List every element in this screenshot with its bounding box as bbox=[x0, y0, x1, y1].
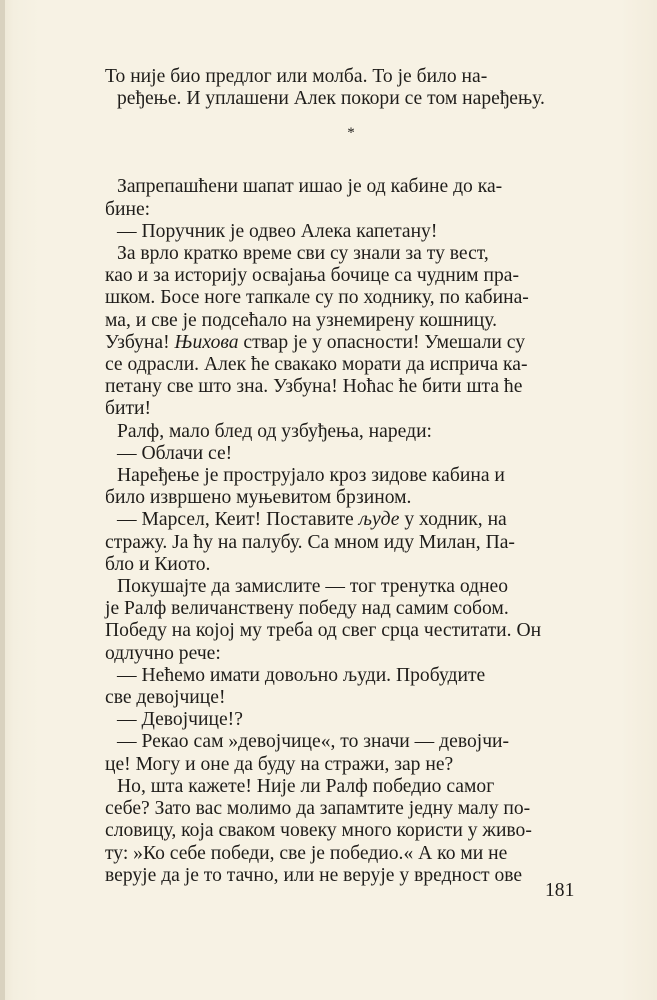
text-line: словицу, која сваком човеку много користи у живо- bbox=[105, 820, 532, 842]
section-separator: * bbox=[347, 125, 355, 142]
paragraph bbox=[105, 66, 585, 110]
text-line: Запрепашћени шапат ишао је од кабине до ка- bbox=[117, 176, 503, 198]
text-line: одлучно рече: bbox=[105, 642, 221, 664]
text-line: Ралф, мало блед од узбуђења, нареди: bbox=[117, 420, 433, 442]
text-fragment: у ходник, на bbox=[399, 509, 507, 531]
text-line: шком. Босе ноге тапкале су по ходнику, по кабина- bbox=[105, 287, 529, 309]
italic-word: Њихова bbox=[174, 331, 239, 353]
text-line: било извршено муњевитом брзином. bbox=[105, 487, 412, 509]
text-line: као и за историју освајања бочице са чудним пра- bbox=[105, 265, 519, 287]
paragraph bbox=[105, 176, 585, 887]
text-line: ту: »Ко себе победи, све је победио.« А ко ми не bbox=[105, 842, 508, 864]
text-fragment: ствар је у опасности! Умешали су bbox=[238, 331, 526, 353]
text-line: петану све што зна. Узбуна! Ноћас ће бити шта ће bbox=[105, 376, 523, 398]
text-line bbox=[117, 509, 585, 531]
text-line: бло и Киото. bbox=[105, 553, 211, 575]
text-line: Но, шта кажете! Није ли Ралф победио самог bbox=[117, 775, 495, 797]
text-line: ма, и све је подсећало на узнемирену кошницу. bbox=[105, 309, 498, 331]
text-line: Покушајте да замислите — тог тренутка однео bbox=[117, 576, 509, 598]
text-line: — Рекао сам »девојчице«, то значи — девојчи- bbox=[117, 731, 510, 753]
text-fragment: Узбуна! bbox=[105, 331, 175, 353]
text-line: ређење. И уплашени Алек покори се том наређењу. bbox=[117, 88, 545, 110]
page-text bbox=[105, 66, 585, 887]
text-line bbox=[105, 332, 585, 354]
text-line: бити! bbox=[105, 398, 152, 420]
text-line: — Облачи се! bbox=[117, 442, 233, 464]
text-line: је Ралф величанствену победу над самим собом. bbox=[105, 598, 509, 620]
text-line: верује да је то тачно, или не верује у вредност ове bbox=[105, 864, 523, 886]
text-fragment: — Марсел, Кеит! Поставите bbox=[117, 509, 359, 531]
text-line: То није био предлог или молба. То је било на- bbox=[105, 66, 488, 87]
page-spine-edge bbox=[0, 0, 5, 1000]
italic-word: људе bbox=[358, 509, 400, 531]
text-line: — Поручник је одвео Алека капетану! bbox=[117, 220, 438, 242]
text-line: це! Могу и оне да буду на стражи, зар не? bbox=[105, 753, 454, 775]
text-line: бине: bbox=[105, 198, 151, 220]
text-line: све девојчице! bbox=[105, 687, 226, 709]
text-line: Победу на којој му треба од свег срца честитати. Он bbox=[105, 620, 542, 642]
text-line: стражу. Ја ћу на палубу. Са мном иду Милан, Па- bbox=[105, 531, 515, 553]
text-line: Наређење је прострујало кроз зидове кабина и bbox=[117, 465, 505, 487]
text-line: се одрасли. Алек ће свакако морати да исприча ка- bbox=[105, 354, 528, 376]
text-line: За врло кратко време сви су знали за ту вест, bbox=[117, 243, 489, 265]
text-line: — Девојчице!? bbox=[117, 709, 243, 731]
text-line: себе? Зато вас молимо да запамтите једну малу по- bbox=[105, 798, 531, 820]
text-line: — Нећемо имати довољно људи. Пробудите bbox=[117, 664, 486, 686]
page-number: 181 bbox=[545, 880, 575, 901]
